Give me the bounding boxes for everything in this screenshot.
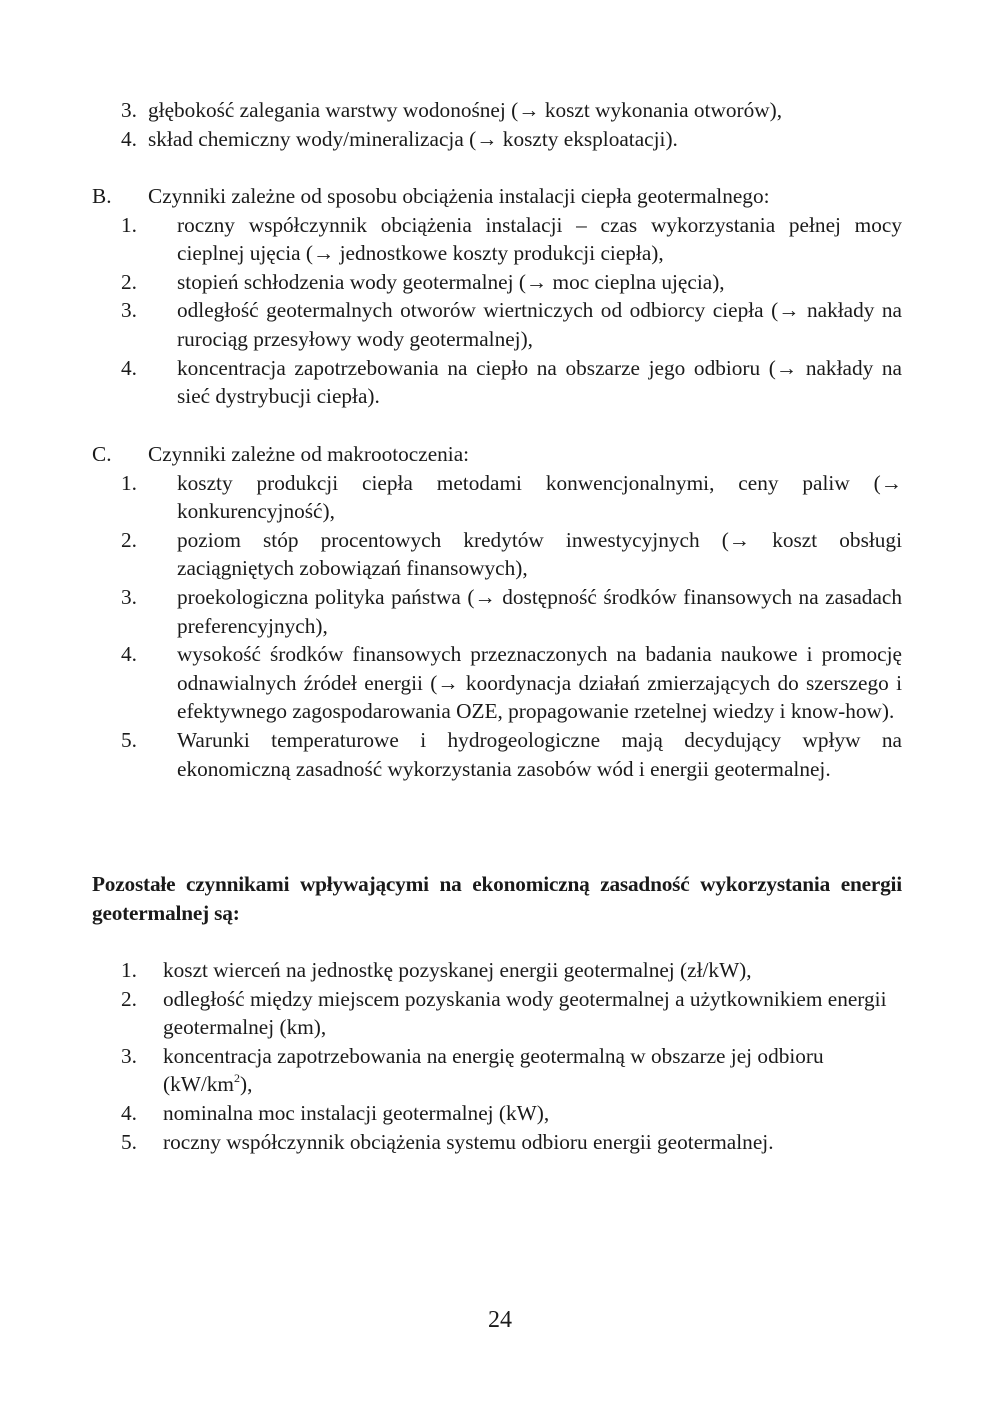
list-item [92,1128,902,1157]
list-item [92,96,902,125]
item-number: 4. [121,642,137,667]
item-text: stopień schłodzenia wody geotermalnej (→ moc cieplna ujęcia), [177,269,725,294]
list-item [92,268,902,297]
list-item [92,1099,902,1128]
list-item [92,1042,902,1099]
summary-list [92,956,902,1156]
section-c [92,440,902,783]
section-letter: B. [92,184,112,208]
item-number: 2. [121,986,137,1011]
page-number: 24 [488,1307,512,1333]
summary-heading: Pozostałe czynnikami wpływającymi na ekonomiczną zasadność wykorzystania energii geotermalnej są: [92,872,902,925]
item-text: koncentracja zapotrzebowania na ciepło na obszarze jego odbioru (→ nakłady na sieć dystrybucji ciepła). [177,355,902,409]
list-item [92,726,902,783]
item-text: poziom stóp procentowych kredytów inwestycyjnych (→ koszt obsługi zaciągniętych zobowiązań finansowych), [177,527,902,581]
item-text: proekologiczna polityka państwa (→ dostępność środków finansowych na zasadach preferencyjnych), [177,584,902,638]
item-number: 2. [121,269,137,294]
item-number: 5. [121,727,137,752]
item-text: głębokość zalegania warstwy wodonośnej (→ koszt wykonania otworów), [148,98,783,122]
item-number: 5. [121,1129,137,1154]
list-item [92,956,902,985]
item-text: koszty produkcji ciepła metodami konwencjonalnymi, ceny paliw (→ konkurencyjność), [177,470,902,524]
item-text: odległość między miejscem pozyskania wody geotermalnej a użytkownikiem energii geotermalnej (km), [163,986,887,1040]
list-item [92,469,902,526]
item-number: 3. [121,98,137,122]
item-text: roczny współczynnik obciążenia systemu odbioru energii geotermalnej. [163,1129,774,1154]
section-title: Czynniki zależne od sposobu obciążenia instalacji ciepła geotermalnego: [148,184,770,208]
item-number: 4. [121,126,137,151]
section-c-header [92,440,902,469]
section-b-header [92,182,902,211]
item-number: 3. [121,1043,137,1068]
item-text: odległość geotermalnych otworów wiertniczych od odbiorcy ciepła (→ nakłady na rurociąg przesyłowy wody geotermalnej), [177,298,902,351]
item-text: koszt wierceń na jednostkę pozyskanej energii geotermalnej (zł/kW), [163,958,752,982]
item-text: wysokość środków finansowych przeznaczonych na badania naukowe i promocję odnawialnych źródeł energii (→ koordynacja działań zmierzających do szerszego i efektywnego zagospodarowania OZE, propagowanie rzetelnej wiedzy i know-how). [177,642,902,724]
item-number: 1. [121,470,137,495]
section-title: Czynniki zależne od makrootoczenia: [148,442,470,466]
section-c-list [92,469,902,784]
list-item [92,211,902,268]
list-item [92,583,902,640]
item-number: 2. [121,527,137,552]
item-text-tail: ), [239,1072,253,1097]
superscript: 2 [233,1071,240,1086]
list-item [92,985,902,1042]
list-item [92,125,902,154]
item-number: 4. [121,1100,137,1125]
item-number: 3. [121,584,137,609]
list-item [92,354,902,411]
item-text: nominalna moc instalacji geotermalnej (kW), [163,1100,550,1125]
list-item [92,526,902,583]
section-a-list [92,96,902,153]
section-letter: C. [92,442,112,466]
list-item [92,640,902,726]
item-text: Warunki temperaturowe i hydrogeologiczne mają decydujący wpływ na ekonomiczną zasadność wykorzystania zasobów wód i energii geotermalnej. [177,727,902,781]
item-text-main: koncentracja zapotrzebowania na energię geotermalną w obszarze jej odbioru (kW/km [163,1043,824,1097]
item-number: 1. [121,212,137,237]
item-number: 4. [121,355,137,380]
section-b [92,182,902,411]
item-text: roczny współczynnik obciążenia instalacji – czas wykorzystania pełnej mocy cieplnej ujęcia (→ jednostkowe koszty produkcji ciepła), [177,212,902,266]
item-number: 1. [121,958,137,982]
item-number: 3. [121,298,137,323]
item-text: skład chemiczny wody/mineralizacja (→ koszty eksploatacji). [148,126,678,151]
section-b-list [92,211,902,411]
list-item [92,296,902,353]
item-text [163,1042,902,1099]
